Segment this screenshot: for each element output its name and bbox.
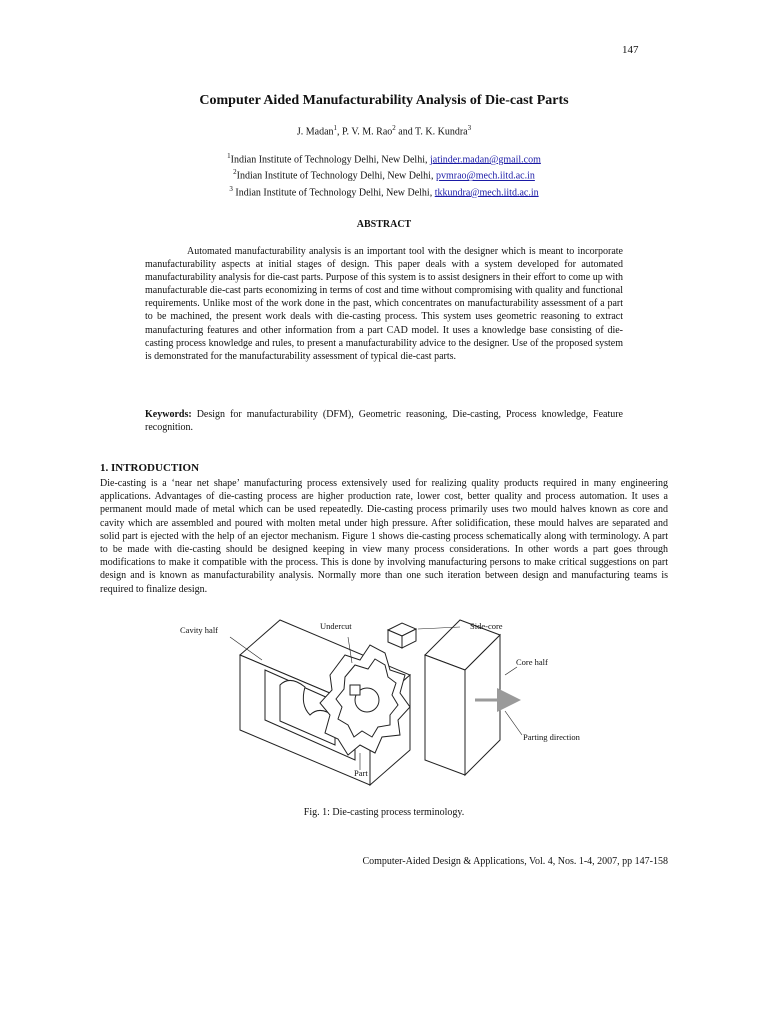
abstract-body: Automated manufacturability analysis is an important tool with the designer which is meant to incorporate manufacturability aspects at initial stages of design. This paper deals with a system developed for automated manufacturability analysis for die-cast parts. Purpose of this system is to assist designers in their effort to come up with manufacturable die-cast parts economizing in terms of cost and time without compromising with quality and functional requirements. Unlike most of the work done in the past, which concentrates on manufacturability assessment of a part to be machined, the present work deals with die-casting process. This system uses geometric reasoning to extract manufacturing features and other information from a part CAD model. It uses a knowledge base consisting of die-casting process knowledge and rules, to present a manufacturability advice to the designer. Use of the proposed system is demonstrated for the manufacturability assessment of typical die-cast parts. [145,246,623,362]
figure-label-side-core: Side-core [470,621,503,631]
author-name: J. Madan [296,126,334,138]
keywords-label: Keywords: [145,409,192,420]
figure-label-part: Part [354,768,368,778]
keywords-text: Design for manufacturability (DFM), Geometric reasoning, Die-casting, Process knowledge, Feature recognition. [145,409,623,433]
affiliation-marker: 1 [227,152,231,160]
page-number: 147 [622,44,639,56]
affiliation-line [0,166,768,182]
affiliation-marker: 3 [229,184,233,193]
author-name: P. V. M. Rao [342,126,393,138]
section-heading-introduction: 1. INTRODUCTION [100,462,200,474]
affiliation-line [0,150,768,166]
author-affiliation-marker: 3 [467,124,472,132]
abstract-heading: ABSTRACT [356,219,412,230]
introduction-body: Die-casting is a ‘near net shape’ manufacturing process extensively used for realizing quality products required in many engineering applications. Advantages of die-casting process are higher production rate, lower cost, better quality and process automation. It uses a permanent mould made of metal which can be used repeatedly. Die-casting process primarily uses two mould halves known as core and cavity which are assembled and poured with molten metal under high pressure. After solidification, these mould halves are separated and solid part is ejected with the help of an ejector mechanism. Figure 1 shows die-casting process schematically along with terminology. A part to be made with die-casting should be designed keeping in view many process considerations. In other words a part goes through modifications to make it compatible with the process. This is done by involving manufacturing persons to make critical suggestions on part design and is known as manufacturability analysis. Normally more than one such iteration between design and manufacturing teams is required to finalize design. [100,478,668,595]
affiliation-line [0,183,768,199]
side-core-block [388,623,416,648]
figure-label-core-half: Core half [516,657,548,667]
keywords-paragraph [145,408,623,434]
die-casting-diagram [170,615,610,790]
author-email-link[interactable]: pvmrao@mech.iitd.ac.in [435,170,535,182]
affiliation-text: Indian Institute of Technology Delhi, New Delhi, [230,154,430,166]
figure-label-parting-direction: Parting direction [523,732,580,742]
author-separator: , [337,126,343,138]
figure-die-casting [170,615,610,790]
affiliation-list [0,150,768,199]
author-list [0,124,768,137]
author-affiliation-marker: 1 [333,124,338,132]
author-name: T. K. Kundra [415,126,468,138]
affiliation-text: Indian Institute of Technology Delhi, New Delhi, [236,170,436,182]
figure-label-cavity-half: Cavity half [180,625,219,635]
author-separator: and [395,126,416,138]
author-email-link[interactable]: tkkundra@mech.iitd.ac.in [434,186,539,198]
paper-title: Computer Aided Manufacturability Analysis of Die-cast Parts [199,93,569,108]
affiliation-marker: 2 [233,168,237,177]
figure-label-undercut: Undercut [320,621,352,631]
affiliation-text: Indian Institute of Technology Delhi, New Delhi, [232,186,435,198]
core-half-block [425,620,500,775]
figure-caption: Fig. 1: Die-casting process terminology. [303,807,465,818]
author-affiliation-marker: 2 [392,124,396,132]
author-email-link[interactable]: jatinder.madan@gmail.com [430,154,541,166]
journal-footer: Computer-Aided Design & Applications, Vol. 4, Nos. 1-4, 2007, pp 147-158 [362,856,668,867]
